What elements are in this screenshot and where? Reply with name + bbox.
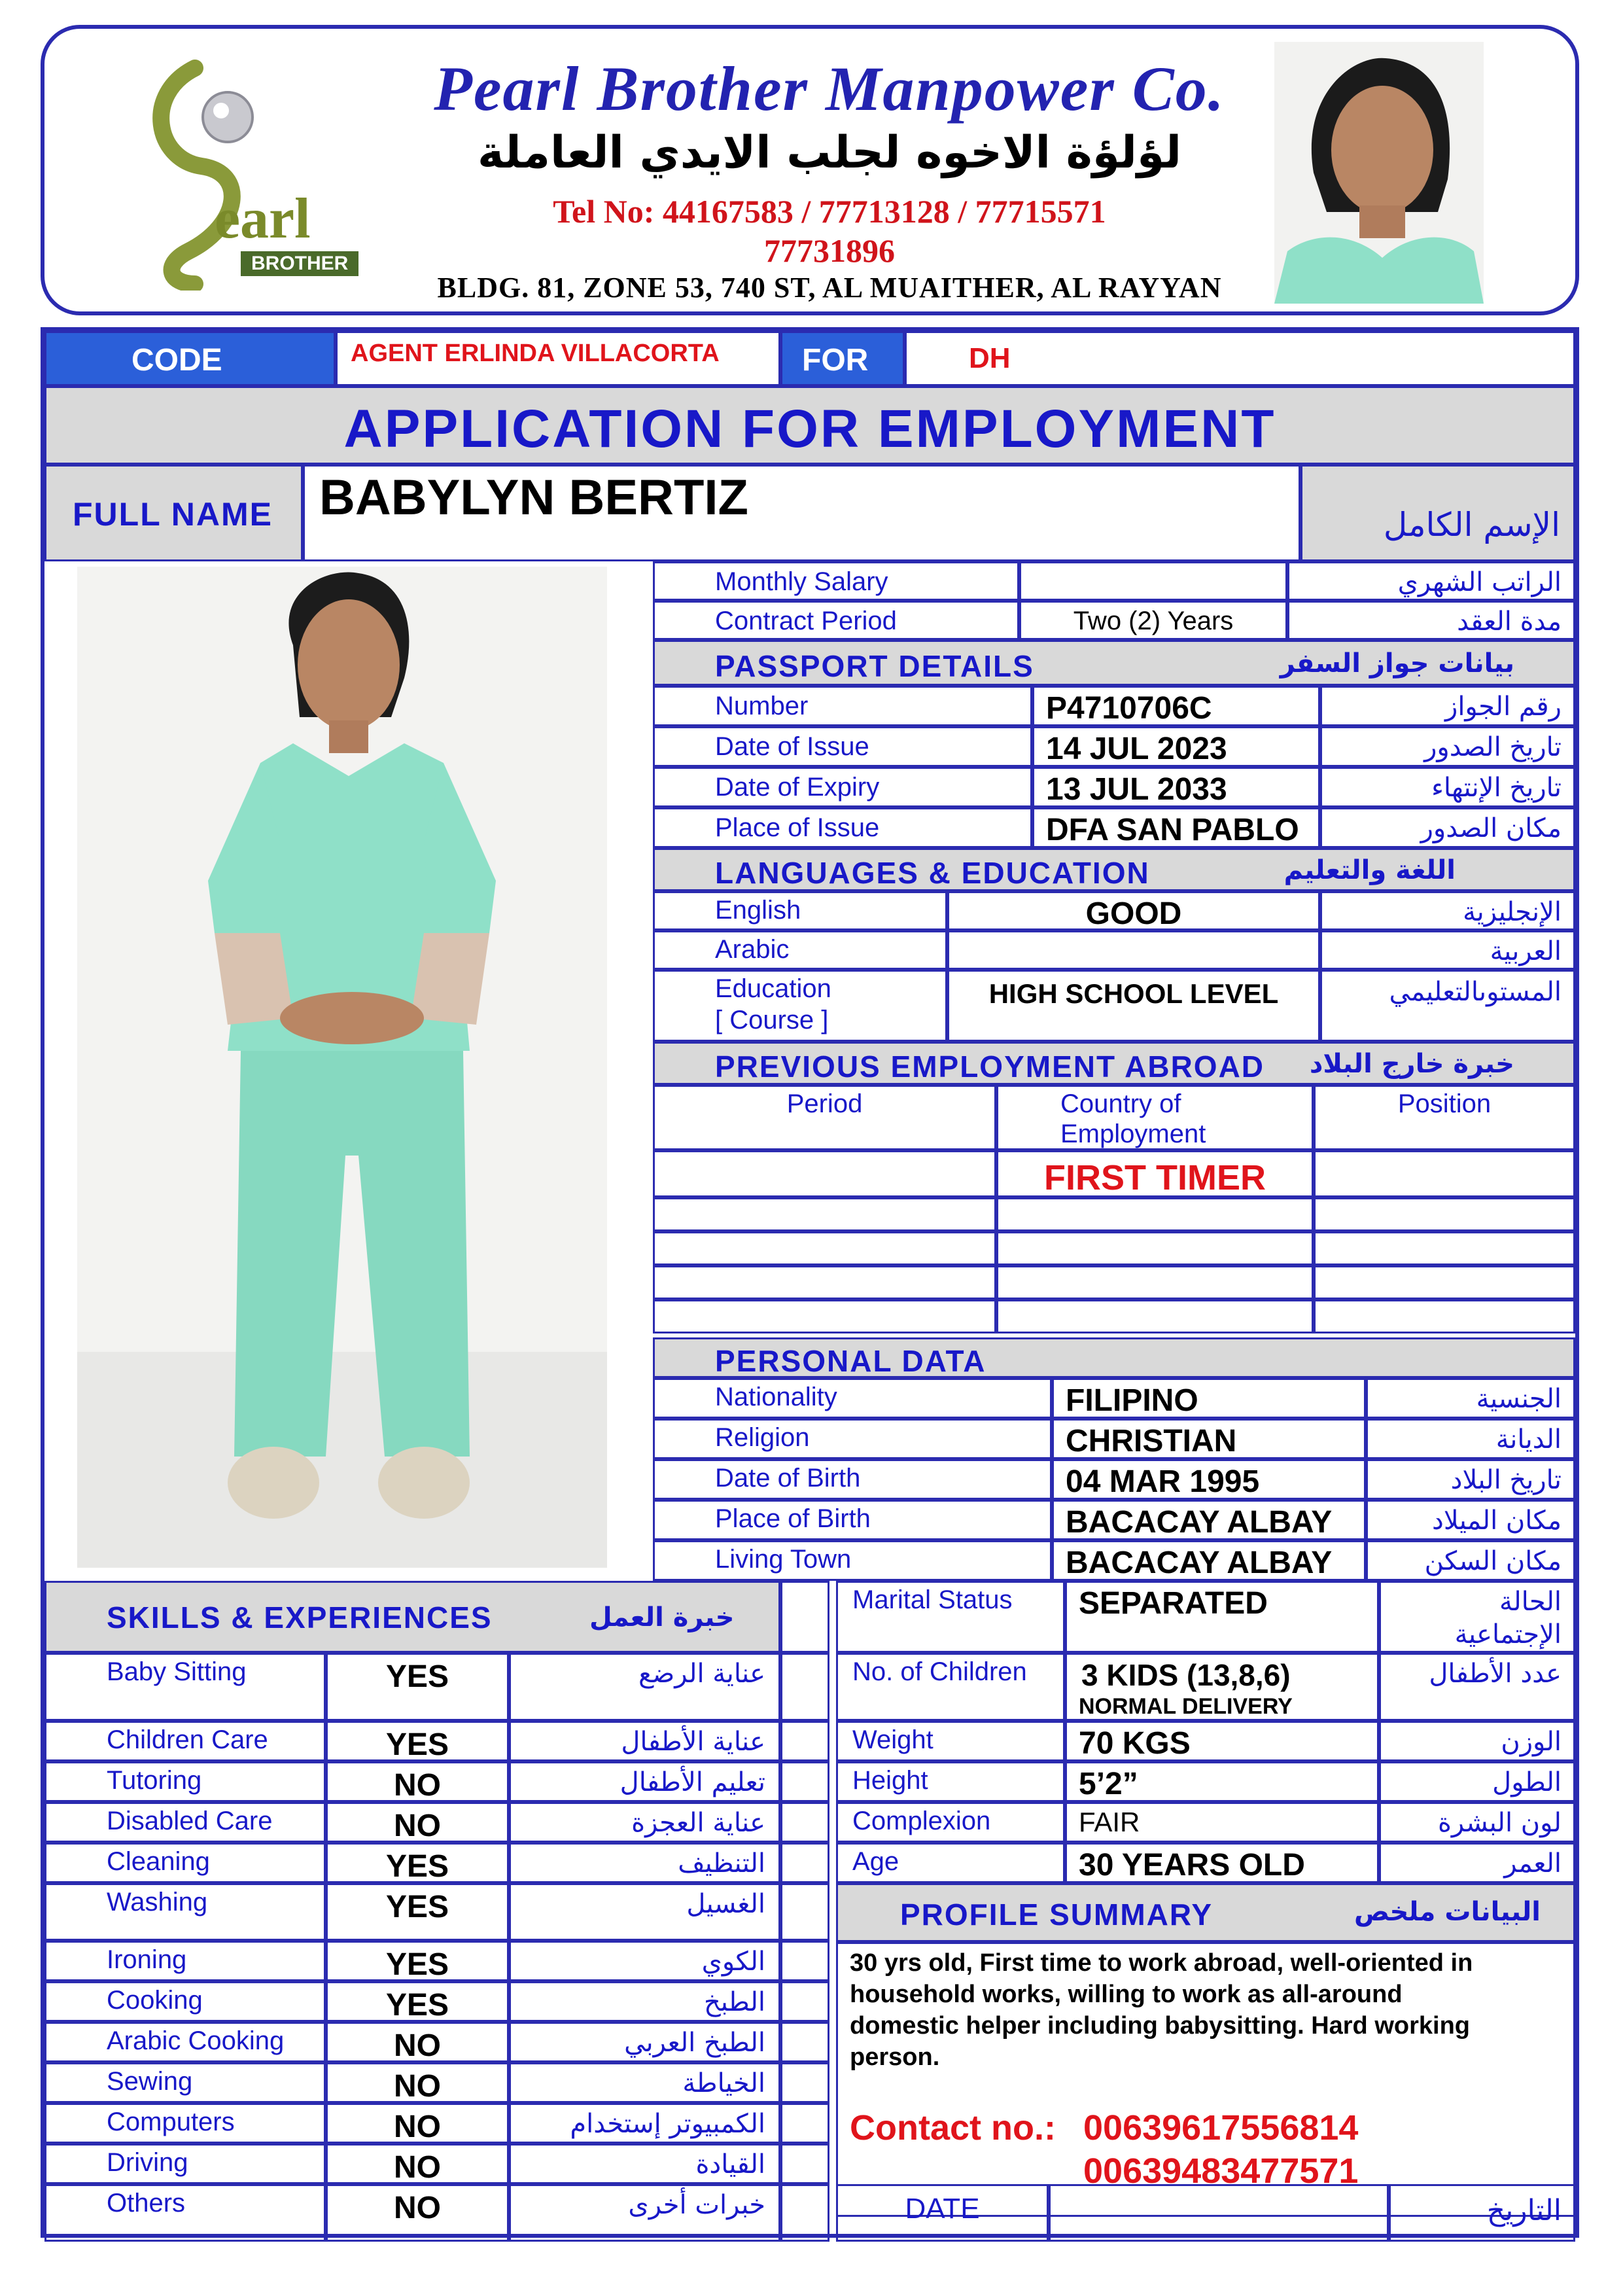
profile-summary-cell (836, 1942, 1575, 2217)
personal-label: Nationality (715, 1383, 837, 1411)
personal-value-cell (1052, 1459, 1366, 1500)
employment-row-period (653, 1197, 996, 1231)
personal2-arabic-label: العمر (1504, 1848, 1562, 1879)
skill-value-cell (326, 1941, 509, 1981)
passport-label: Place of Issue (715, 813, 880, 842)
language-arabic-cell (1320, 891, 1575, 930)
education-value-cell (947, 970, 1320, 1042)
employment-row-country (996, 1265, 1314, 1299)
skill-label: Disabled Care (107, 1807, 273, 1835)
skill-spacer-cell (780, 2103, 829, 2144)
personal-value: BACACAY ALBAY (1066, 1505, 1333, 1540)
job-arabic-cell (1287, 601, 1575, 640)
skill-spacer-cell (780, 1981, 829, 2022)
passport-value-cell (1032, 726, 1320, 767)
language-value-cell (947, 930, 1320, 970)
language-arabic-label: الإنجليزية (1463, 897, 1562, 927)
code-label: CODE (131, 343, 222, 378)
date-value-cell (1049, 2184, 1389, 2242)
employment-col-country: Country of (1060, 1089, 1181, 1118)
personal2-value: 5’2” (1079, 1767, 1138, 1801)
skill-label-cell (44, 2144, 326, 2184)
passport-value-cell (1032, 686, 1320, 726)
languages-title: LANGUAGES & EDUCATION (715, 856, 1150, 890)
employment-row-country (996, 1231, 1314, 1265)
language-arabic-label: العربية (1490, 936, 1562, 966)
skill-label-cell (44, 1883, 326, 1941)
skill-label: Sewing (107, 2067, 193, 2096)
language-value: GOOD (1085, 896, 1182, 931)
applicant-headshot (1274, 42, 1484, 304)
skill-value-cell (326, 2062, 509, 2103)
skill-arabic-cell (509, 2103, 780, 2144)
marital-arabic-cell (1379, 1581, 1575, 1653)
personal2-label-cell (836, 1721, 1065, 1761)
employment-row-position (1314, 1231, 1575, 1265)
passport-label: Date of Issue (715, 732, 869, 761)
skill-arabic-label: التنظيف (678, 1848, 765, 1879)
profile-title-arabic: البيانات ملخص (1353, 1897, 1541, 1927)
job-label: Monthly Salary (715, 567, 888, 596)
education-arabic-cell (1320, 970, 1575, 1042)
personal-value: 04 MAR 1995 (1066, 1464, 1260, 1499)
skill-arabic-cell (509, 1721, 780, 1761)
logo-subtext: BROTHER (241, 251, 358, 276)
skill-value: YES (385, 1727, 449, 1762)
employment-title: PREVIOUS EMPLOYMENT ABROAD (715, 1050, 1265, 1084)
personal2-label-cell (836, 1843, 1065, 1883)
children-value-cell (1065, 1653, 1379, 1721)
skill-spacer-cell (780, 2184, 829, 2242)
skill-label-cell (44, 1843, 326, 1883)
skill-arabic-cell (509, 1761, 780, 1802)
employment-period-header (653, 1085, 996, 1150)
skill-arabic-cell (509, 1653, 780, 1721)
language-arabic-cell (1320, 930, 1575, 970)
personal-label: Place of Birth (715, 1504, 871, 1533)
application-form (41, 327, 1579, 2238)
skill-value: NO (394, 1768, 441, 1803)
passport-arabic-cell (1320, 807, 1575, 848)
skill-value-cell (326, 1761, 509, 1802)
skill-value-cell (326, 1802, 509, 1843)
education-value: HIGH SCHOOL LEVEL (988, 978, 1279, 1009)
personal2-arabic-label: لون البشرة (1437, 1808, 1562, 1838)
personal-label-cell (653, 1459, 1052, 1500)
skill-value: NO (394, 2028, 441, 2063)
skill-arabic-cell (509, 1802, 780, 1843)
personal-arabic-cell (1366, 1459, 1575, 1500)
job-value: Two (2) Years (1073, 607, 1234, 635)
skill-value: NO (394, 2069, 441, 2104)
skill-value: NO (394, 1809, 441, 1843)
personal2-value: 30 YEARS OLD (1079, 1848, 1305, 1882)
company-logo (116, 55, 391, 291)
education-sublabel: [ Course ] (715, 1006, 829, 1034)
skill-label: Cleaning (107, 1847, 210, 1876)
marital-arabic-label: الحالة (1499, 1587, 1562, 1617)
personal-arabic-label: مكان السكن (1424, 1546, 1562, 1576)
skill-value-cell (326, 1843, 509, 1883)
personal2-label: Age (852, 1847, 899, 1876)
employment-col-position: Position (1397, 1089, 1492, 1118)
employment-first-timer: FIRST TIMER (1044, 1158, 1266, 1197)
education-label: Education (715, 974, 831, 1003)
passport-title: PASSPORT DETAILS (715, 649, 1034, 683)
personal2-label-cell (836, 1761, 1065, 1802)
full-name-label: FULL NAME (73, 496, 273, 533)
skill-value: NO (394, 2191, 441, 2225)
for-value: DH (969, 342, 1011, 374)
company-telephone: Tel No: 44167583 / 77713128 / 77715571 (553, 193, 1106, 230)
profile-summary-line: domestic helper including babysitting. Hard working (850, 2012, 1470, 2040)
skill-label: Ironing (107, 1945, 187, 1974)
personal-value-cell (1052, 1500, 1366, 1540)
passport-arabic-cell (1320, 726, 1575, 767)
language-label: Arabic (715, 935, 790, 964)
language-label: English (715, 896, 801, 925)
full-name-label-cell (44, 465, 303, 561)
skill-arabic-label: عناية الأطفال (621, 1727, 765, 1757)
personal-value-cell (1052, 1419, 1366, 1459)
employment-header-cell (653, 1042, 1575, 1085)
skill-value: YES (385, 1988, 449, 2022)
skill-label-cell (44, 2184, 326, 2242)
skill-spacer-cell (780, 2062, 829, 2103)
skill-arabic-label: الكوي (701, 1947, 765, 1977)
personal2-value-cell (1065, 1721, 1379, 1761)
employment-row-position (1314, 1150, 1575, 1197)
language-label-cell (653, 930, 947, 970)
personal-value: CHRISTIAN (1066, 1424, 1237, 1458)
job-label-cell (653, 561, 1019, 601)
contact-number-1: 00639617556814 (1083, 2108, 1359, 2147)
person-portrait-icon (1274, 42, 1484, 304)
personal-label-cell (653, 1540, 1052, 1581)
skill-value-cell (326, 2184, 509, 2242)
personal-arabic-label: تاريخ البلاد (1450, 1465, 1562, 1495)
employment-row-period (653, 1265, 996, 1299)
personal-value: FILIPINO (1066, 1383, 1198, 1418)
skill-value: YES (385, 1947, 449, 1982)
skill-arabic-label: الطبخ (703, 1987, 765, 2017)
skill-arabic-label: عناية العجزة (631, 1808, 765, 1838)
skill-label: Children Care (107, 1725, 268, 1754)
skill-value: YES (385, 1849, 449, 1884)
skill-value-cell (326, 1883, 509, 1941)
skill-label: Arabic Cooking (107, 2026, 285, 2055)
profile-title: PROFILE SUMMARY (900, 1898, 1213, 1932)
passport-header-cell (653, 640, 1575, 686)
personal2-arabic-cell (1379, 1761, 1575, 1802)
skill-arabic-label: تعليم الأطفال (620, 1767, 765, 1797)
education-arabic-label: المستوىالتعليمي (1389, 977, 1562, 1007)
skill-spacer-cell (780, 1721, 829, 1761)
skill-label-cell (44, 1802, 326, 1843)
passport-arabic-label: رقم الجواز (1445, 692, 1562, 722)
personal-value-cell (1052, 1540, 1366, 1581)
job-value-cell (1019, 601, 1287, 640)
skill-label-cell (44, 1721, 326, 1761)
passport-title-arabic: بيانات جواز السفر (1280, 648, 1514, 679)
code-value-cell (336, 331, 780, 386)
company-name-arabic: لؤلؤة الاخوه لجلب الايدي العاملة (477, 127, 1182, 179)
skill-label: Washing (107, 1888, 208, 1916)
skill-arabic-cell (509, 2022, 780, 2062)
marital-value: SEPARATED (1079, 1586, 1268, 1621)
profile-header-cell (836, 1883, 1575, 1942)
education-label-cell (653, 970, 947, 1042)
skill-spacer-cell (780, 2022, 829, 2062)
passport-arabic-label: تاريخ الإنتهاء (1431, 773, 1562, 803)
skill-spacer-cell (780, 1843, 829, 1883)
personal2-arabic-cell (1379, 1721, 1575, 1761)
children-label: No. of Children (852, 1657, 1027, 1686)
full-name-value: BABYLYN BERTIZ (319, 470, 748, 525)
children-arabic-label: عدد الأطفال (1429, 1659, 1562, 1689)
skill-arabic-label: عناية الرضع (638, 1659, 765, 1689)
passport-label: Number (715, 692, 809, 720)
passport-label-cell (653, 767, 1032, 807)
full-name-arabic-cell (1300, 465, 1575, 561)
passport-value: 14 JUL 2023 (1046, 732, 1227, 766)
date-label-cell (836, 2184, 1049, 2242)
skill-arabic-cell (509, 1981, 780, 2022)
personal2-arabic-cell (1379, 1802, 1575, 1843)
skill-value-cell (326, 1721, 509, 1761)
form-title: APPLICATION FOR EMPLOYMENT (343, 399, 1276, 459)
children-label-cell (836, 1653, 1065, 1721)
language-value-cell (947, 891, 1320, 930)
employment-col-period: Period (786, 1089, 863, 1118)
company-header (41, 25, 1579, 315)
skill-label: Baby Sitting (107, 1657, 247, 1686)
personal-arabic-cell (1366, 1419, 1575, 1459)
personal-arabic-cell (1366, 1540, 1575, 1581)
skill-spacer-cell (780, 1653, 829, 1721)
passport-label: Date of Expiry (715, 773, 880, 802)
company-name: Pearl Brother Manpower Co. (434, 54, 1225, 124)
personal-label: Religion (715, 1423, 810, 1452)
personal-title: PERSONAL DATA (715, 1344, 986, 1378)
date-label: DATE (905, 2193, 980, 2225)
skills-header-cell (44, 1581, 780, 1653)
applicant-figure-icon (77, 567, 607, 1568)
skill-value: NO (394, 2110, 441, 2144)
employment-row-country (996, 1150, 1314, 1197)
skill-label: Driving (107, 2148, 188, 2177)
company-address: BLDG. 81, ZONE 53, 740 ST, AL MUAITHER, AL RAYYAN (437, 272, 1222, 304)
job-arabic-label: مدة العقد (1457, 607, 1562, 637)
passport-value-cell (1032, 767, 1320, 807)
skill-label-cell (44, 2062, 326, 2103)
job-arabic-cell (1287, 561, 1575, 601)
contact-number-2: 00639483477571 (1083, 2151, 1359, 2191)
passport-label-cell (653, 686, 1032, 726)
employment-title-arabic: خبرة خارج البلاد (1309, 1049, 1514, 1079)
full-name-value-cell (303, 465, 1300, 561)
skill-spacer-cell (780, 1802, 829, 1843)
marital-label: Marital Status (852, 1585, 1013, 1614)
skill-label-cell (44, 1761, 326, 1802)
language-label-cell (653, 891, 947, 930)
skill-label: Tutoring (107, 1766, 202, 1795)
skill-value-cell (326, 2103, 509, 2144)
skill-arabic-label: خبرات أخرى (628, 2190, 765, 2220)
personal2-arabic-label: الوزن (1501, 1727, 1562, 1757)
personal-label: Living Town (715, 1545, 852, 1574)
profile-summary-line: 30 yrs old, First time to work abroad, well-oriented in (850, 1949, 1473, 1977)
personal2-value: FAIR (1079, 1807, 1140, 1837)
employment-row-position (1314, 1197, 1575, 1231)
job-label-cell (653, 601, 1019, 640)
skill-arabic-cell (509, 1883, 780, 1941)
children-value: 3 KIDS (13,8,6) (1081, 1658, 1291, 1692)
skill-label-cell (44, 1981, 326, 2022)
personal2-value-cell (1065, 1761, 1379, 1802)
personal2-label: Complexion (852, 1807, 991, 1835)
personal2-label-cell (836, 1802, 1065, 1843)
skill-value-cell (326, 1653, 509, 1721)
personal2-value-cell (1065, 1802, 1379, 1843)
skill-spacer-cell (780, 1941, 829, 1981)
skill-arabic-cell (509, 2062, 780, 2103)
for-label-cell (780, 331, 905, 386)
passport-value-cell (1032, 807, 1320, 848)
personal2-arabic-label: الطول (1492, 1767, 1562, 1797)
children-subvalue: NORMAL DELIVERY (1079, 1694, 1293, 1719)
skill-label-cell (44, 1653, 326, 1721)
employment-row-period (653, 1299, 996, 1333)
code-label-cell (44, 331, 336, 386)
languages-title-arabic: اللغة والتعليم (1283, 855, 1456, 885)
date-arabic-label: التاريخ (1486, 2194, 1562, 2227)
contact-label: Contact no.: (850, 2108, 1056, 2147)
children-arabic-cell (1379, 1653, 1575, 1721)
employment-row-position (1314, 1299, 1575, 1333)
skill-label-cell (44, 1941, 326, 1981)
passport-arabic-label: مكان الصدور (1420, 813, 1562, 843)
skill-value: YES (385, 1659, 449, 1694)
skill-arabic-label: الطبخ العربي (624, 2028, 765, 2058)
personal-value-cell (1052, 1378, 1366, 1419)
employment-row-period (653, 1150, 996, 1197)
employment-row-position (1314, 1265, 1575, 1299)
profile-summary-line: person. (850, 2043, 940, 2071)
applicant-full-photo (77, 567, 607, 1568)
profile-summary-line: household works, willing to work as all-around (850, 1981, 1403, 2008)
for-value-cell (905, 331, 1575, 386)
job-label: Contract Period (715, 607, 897, 635)
marital-label-cell (836, 1581, 1065, 1653)
employment-country-header (996, 1085, 1314, 1150)
employment-row-country (996, 1197, 1314, 1231)
personal-arabic-label: الجنسية (1476, 1384, 1562, 1414)
employment-row-country (996, 1299, 1314, 1333)
personal-arabic-label: مكان الميلاد (1432, 1506, 1562, 1536)
personal2-arabic-cell (1379, 1843, 1575, 1883)
skills-spacer-cell (780, 1581, 829, 1653)
full-name-arabic-label: الإسم الكامل (1383, 506, 1560, 544)
passport-label-cell (653, 726, 1032, 767)
personal-arabic-cell (1366, 1378, 1575, 1419)
skill-label: Cooking (107, 1986, 203, 2015)
personal-header-cell (653, 1337, 1575, 1378)
marital-value-cell (1065, 1581, 1379, 1653)
marital-arabic-label-2: الإجتماعية (1454, 1619, 1562, 1650)
skill-spacer-cell (780, 1761, 829, 1802)
skills-title: SKILLS & EXPERIENCES (107, 1600, 493, 1634)
personal2-value: 70 KGS (1079, 1726, 1191, 1761)
skill-arabic-label: الخياطة (682, 2068, 765, 2098)
skill-label: Others (107, 2189, 186, 2217)
skill-label-cell (44, 2022, 326, 2062)
skill-value-cell (326, 2022, 509, 2062)
skill-arabic-cell (509, 2184, 780, 2242)
job-arabic-label: الراتب الشهري (1397, 567, 1562, 597)
passport-value: DFA SAN PABLO (1046, 813, 1299, 847)
skill-spacer-cell (780, 1883, 829, 1941)
date-arabic-cell (1389, 2184, 1575, 2242)
skill-arabic-label: القيادة (695, 2149, 765, 2180)
skill-value: NO (394, 2150, 441, 2185)
employment-row-period (653, 1231, 996, 1265)
skill-arabic-label: الكمبيوتر إستخدام (570, 2109, 765, 2139)
passport-label-cell (653, 807, 1032, 848)
skill-arabic-cell (509, 2144, 780, 2184)
personal-arabic-label: الديانة (1495, 1424, 1562, 1455)
personal2-value-cell (1065, 1843, 1379, 1883)
personal-label-cell (653, 1419, 1052, 1459)
skill-arabic-label: الغسيل (686, 1889, 765, 1919)
skill-arabic-cell (509, 1941, 780, 1981)
languages-header-cell (653, 848, 1575, 891)
employment-position-header (1314, 1085, 1575, 1150)
passport-value: 13 JUL 2033 (1046, 772, 1227, 807)
personal2-label: Weight (852, 1725, 934, 1754)
employment-col-country-2: Employment (1060, 1120, 1206, 1148)
skill-value: YES (385, 1890, 449, 1924)
form-title-cell (44, 386, 1575, 465)
passport-arabic-cell (1320, 686, 1575, 726)
code-value: AGENT ERLINDA VILLACORTA (351, 340, 720, 367)
passport-value: P4710706C (1046, 691, 1212, 726)
logo-text: earl (215, 187, 311, 251)
passport-arabic-cell (1320, 767, 1575, 807)
personal-value: BACACAY ALBAY (1066, 1545, 1333, 1580)
skill-spacer-cell (780, 2144, 829, 2184)
personal2-label: Height (852, 1766, 928, 1795)
personal-label-cell (653, 1500, 1052, 1540)
skill-label: Computers (107, 2108, 235, 2136)
personal-label-cell (653, 1378, 1052, 1419)
skills-title-arabic: خبرة العمل (589, 1602, 735, 1633)
for-label: FOR (802, 343, 869, 378)
skill-value-cell (326, 2144, 509, 2184)
skill-value-cell (326, 1981, 509, 2022)
skill-arabic-cell (509, 1843, 780, 1883)
company-telephone-2: 77731896 (764, 232, 895, 269)
job-value-cell (1019, 561, 1287, 601)
personal-arabic-cell (1366, 1500, 1575, 1540)
personal-label: Date of Birth (715, 1464, 861, 1492)
skill-label-cell (44, 2103, 326, 2144)
passport-arabic-label: تاريخ الصدور (1424, 732, 1562, 762)
